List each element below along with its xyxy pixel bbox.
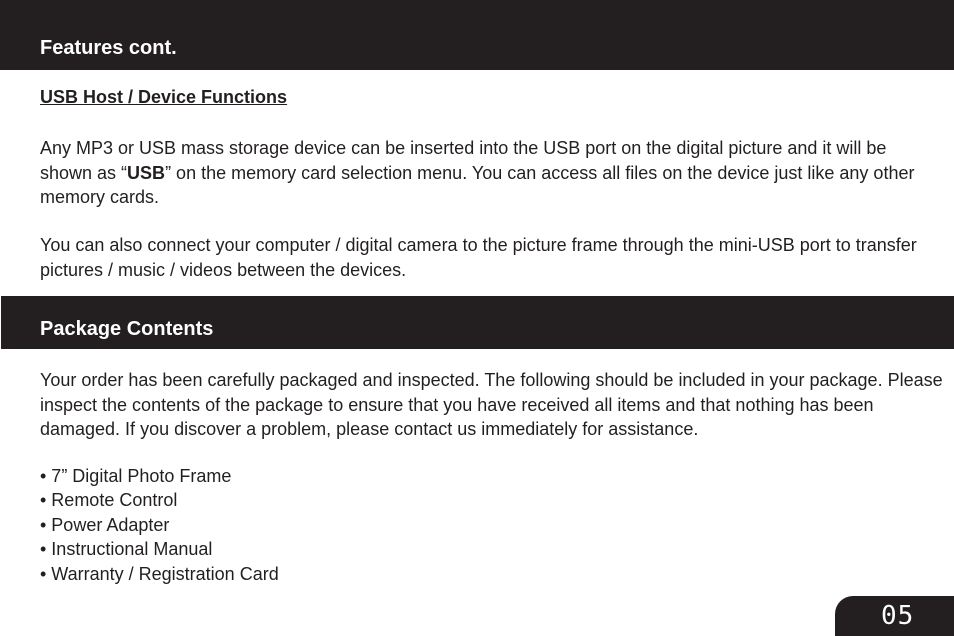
page-number-tab [835,596,954,636]
usb-bold-label: USB [127,162,166,183]
page-title: Features cont. [40,37,177,59]
package-contents-bar [1,296,954,349]
usb-paragraph-1 [40,136,940,210]
page-number: 05 [881,601,915,631]
list-item: • Warranty / Registration Card [40,563,279,584]
package-contents-title: Package Contents [40,318,214,340]
list-item: • Instructional Manual [40,539,213,560]
list-item: • 7” Digital Photo Frame [40,466,232,486]
list-item: • Remote Control [40,490,178,511]
usb-section-heading: USB Host / Device Functions [40,87,288,107]
list-item: • Power Adapter [40,514,170,535]
usb-paragraph-1-text-a: Any MP3 or USB mass storage device can be inserted into the USB port on the digital picture and it will be shown as “ [40,138,887,183]
usb-paragraph-2: You can also connect your computer / digital camera to the picture frame through the mini-USB port to transfer pictures / music / videos between the devices. [40,235,917,280]
header-bar [0,0,954,70]
package-paragraph: Your order has been carefully packaged and inspected. The following should be included in your package. Please inspect the contents of the package to ensure that you have received all items and that nothing has been damaged. If you discover a problem, please contact us immediately for assistance. [40,370,943,439]
package-items-list [40,464,279,586]
usb-paragraph-1-text-b: ” on the memory card selection menu. You can access all files on the device just like any other memory cards. [40,162,915,207]
